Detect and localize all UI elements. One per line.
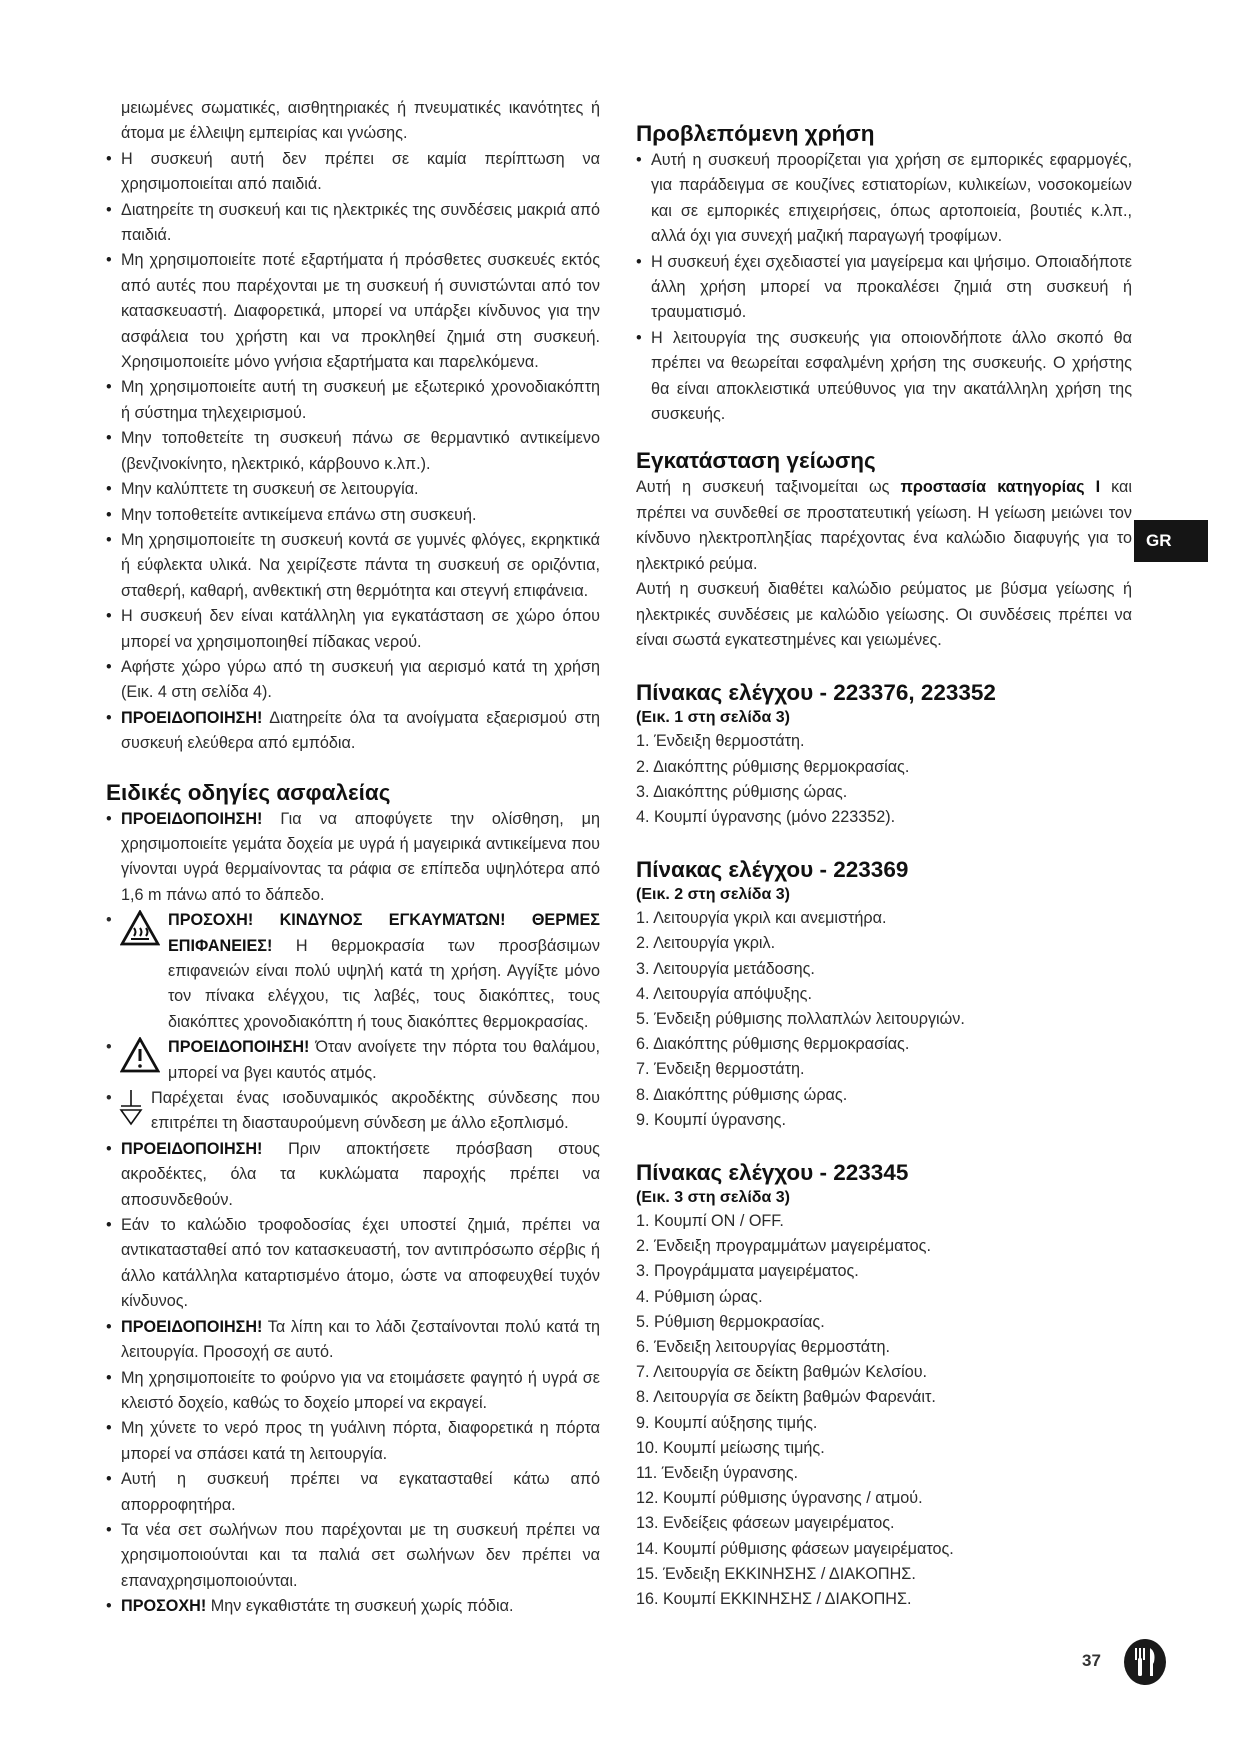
list-item: 7. Ένδειξη θερμοστάτη. xyxy=(636,1060,805,1079)
hot-surface-warning-icon xyxy=(120,910,160,954)
list-item: 3. Προγράμματα μαγειρέματος. xyxy=(636,1262,859,1281)
list-item: 4. Ρύθμιση ώρας. xyxy=(636,1287,763,1306)
language-tab: GR xyxy=(1134,520,1208,562)
list-item: 1. Ένδειξη θερμοστάτη. xyxy=(636,732,805,751)
list-item: 15. Ένδειξη ΕΚΚΙΝΗΣΗΣ / ΔΙΑΚΟΠΗΣ. xyxy=(636,1564,916,1583)
list-item: 3. Διακόπτης ρύθμισης ώρας. xyxy=(636,782,848,801)
list-item: 12. Κουμπί ρύθμισης ύγρανσης / ατμού. xyxy=(636,1489,923,1508)
intro-item: • Η συσκευή αυτή δεν πρέπει σε καμία περίπτωση να χρησιμοποιείται από παιδιά. xyxy=(106,147,600,198)
list-item: 7. Λειτουργία σε δείκτη βαθμών Κελσίου. xyxy=(636,1363,928,1382)
intro-item: • Μην καλύπτετε τη συσκευή σε λειτουργία. xyxy=(106,477,600,502)
special-safety-heading: Ειδικές οδηγίες ασφαλείας xyxy=(106,779,391,805)
list-item: 6. Διακόπτης ρύθμισης θερμοκρασίας. xyxy=(636,1035,910,1054)
list-item: 13. Ενδείξεις φάσεων μαγειρέματος. xyxy=(636,1514,895,1533)
list-item: 1. Λειτουργία γκριλ και ανεμιστήρα. xyxy=(636,909,887,928)
intro-item: • Μην τοποθετείτε αντικείμενα επάνω στη συσκευή. xyxy=(106,503,600,528)
list-item: 9. Κουμπί αύξησης τιμής. xyxy=(636,1413,818,1432)
page-number: 37 xyxy=(1082,1651,1101,1670)
warning-triangle-icon xyxy=(120,1037,160,1081)
list-item: 16. Κουμπί ΕΚΚΙΝΗΣΗΣ / ΔΙΑΚΟΠΗΣ. xyxy=(636,1590,912,1608)
intended-use-heading: Προβλεπόμενη χρήση xyxy=(636,121,875,146)
intro-item: μειωμένες σωματικές, αισθητηριακές ή πνευματικές ικανότητες ή άτομα με έλλειψη εμπειρίας και γνώσης. xyxy=(121,99,600,143)
panel3-heading: Πίνακας ελέγχου - 223345 xyxy=(636,1159,909,1185)
fork-knife-logo-icon xyxy=(1123,1638,1167,1686)
list-item: 5. Ένδειξη ρύθμισης πολλαπλών λειτουργιών. xyxy=(636,1009,965,1028)
intro-item: • Μη χρησιμοποιείτε τη συσκευή κοντά σε γυμνές φλόγες, εκρηκτικά ή εύφλεκτα υλικά. Να χειρίζεστε πάντα τη συσκευή σε οριζόντια, σταθερή, καθαρή, ανθεκτική στη θερμότητα και στεγνή επιφάνεια. xyxy=(106,528,600,604)
left-column xyxy=(106,96,600,1620)
grounding-paragraph-1: Αυτή η συσκευή ταξινομείται ως προστασία κατηγορίας I και πρέπει να συνδεθεί σε προστατευτική γείωση. Η γείωση μειώνει τον κίνδυνο ηλεκτροπληξίας παρέχοντας ένα καλώδιο διαφυγής για το ηλεκτρικό ρεύμα. xyxy=(636,478,1132,573)
intro-item: • Μη χρησιμοποιείτε αυτή τη συσκευή με εξωτερικό χρονοδιακόπτη ή σύστημα τηλεχειρισμού. xyxy=(106,375,600,426)
special-item-12: • ΠΡΟΣΟΧΗ! Μην εγκαθιστάτε τη συσκευή χωρίς πόδια. xyxy=(106,1594,600,1619)
special-item-9: • Μη χύνετε το νερό προς τη γυάλινη πόρτα, διαφορετικά η πόρτα μπορεί να σπάσει κατά τη λειτουργία. xyxy=(106,1416,600,1467)
panel3-figure-ref: (Εικ. 3 στη σελίδα 3) xyxy=(636,1188,790,1206)
list-item: 5. Ρύθμιση θερμοκρασίας. xyxy=(636,1312,825,1331)
panel1-list xyxy=(636,729,1132,830)
panel2-list xyxy=(636,906,1132,1133)
special-item-10: • Αυτή η συσκευή πρέπει να εγκατασταθεί κάτω από απορροφητήρα. xyxy=(106,1467,600,1518)
special-item-2: • ΠΡΟΣΟΧΗ! ΚΙΝΔΥΝΟΣ ΕΓΚΑΥΜΆΤΩΝ! ΘΕΡΜΕΣ ΕΠΙΦΑΝΕΙΕΣ! Η θερμοκρασία των προσβάσιμων επιφανειών είναι πολύ υψηλή κατά τη χρήση. Αγγίξτε μόνο τον πίνακα ελέγχου, τις λαβές, τους διακόπτες, τους διακόπτες χρονοδιακόπτη ή τους διακόπτες θερμοκρασίας. xyxy=(106,908,600,1035)
list-item: 4. Κουμπί ύγρανσης (μόνο 223352). xyxy=(636,807,896,826)
list-item: 3. Λειτουργία μετάδοσης. xyxy=(636,959,815,978)
list-item: 2. Ένδειξη προγραμμάτων μαγειρέματος. xyxy=(636,1237,931,1256)
panel3-list xyxy=(636,1209,1132,1612)
list-item: 10. Κουμπί μείωσης τιμής. xyxy=(636,1438,825,1457)
panel1-figure-ref: (Εικ. 1 στη σελίδα 3) xyxy=(636,709,790,727)
special-item-11: • Τα νέα σετ σωλήνων που παρέχονται με τη συσκευή πρέπει να χρησιμοποιούνται και τα παλιά σετ σωλήνων δεν πρέπει να επαναχρησιμοποιούνται. xyxy=(106,1518,600,1594)
panel2-heading: Πίνακας ελέγχου - 223369 xyxy=(636,857,909,883)
intro-item: • Μην τοποθετείτε τη συσκευή πάνω σε θερμαντικό αντικείμενο (βενζινοκίνητο, ηλεκτρικό, κάρβουνο κ.λπ.). xyxy=(106,426,600,477)
intended-use-list xyxy=(636,148,1132,427)
intended-use-item: • Η λειτουργία της συσκευής για οποιονδήποτε άλλο σκοπό θα πρέπει να θεωρείται εσφαλμένη χρήση της συσκευής. Ο χρήστης θα είναι αποκλειστικά υπεύθυνος για την ακατάλληλη χρήση της συσκευής. xyxy=(636,326,1132,428)
list-item: 8. Διακόπτης ρύθμισης ώρας. xyxy=(636,1085,848,1104)
special-item-7: • ΠΡΟΕΙΔΟΠΟΙΗΣΗ! Τα λίπη και το λάδι ζεσταίνονται πολύ κατά τη λειτουργία. Προσοχή σε αυτό. xyxy=(106,1315,600,1366)
panel1-heading: Πίνακας ελέγχου - 223376, 223352 xyxy=(636,680,996,706)
special-item-5: • ΠΡΟΕΙΔΟΠΟΙΗΣΗ! Πριν αποκτήσετε πρόσβαση στους ακροδέκτες, όλα τα κυκλώματα παροχής πρέπει να αποσυνδεθούν. xyxy=(106,1137,600,1213)
vent-warning: • ΠΡΟΕΙΔΟΠΟΙΗΣΗ! Διατηρείτε όλα τα ανοίγματα εξαερισμού στη συσκευή ελεύθερα από εμπόδια. xyxy=(106,706,600,757)
equipotential-terminal-icon xyxy=(118,1088,144,1134)
special-item-6: • Εάν το καλώδιο τροφοδοσίας έχει υποστεί ζημιά, πρέπει να αντικατασταθεί από τον κατασκευαστή, τον αντιπρόσωπο σέρβις ή άλλο κατάλληλα καταρτισμένο άτομο, ώστε να αποφευχθεί τυχόν κίνδυνος. xyxy=(106,1213,600,1315)
grounding-paragraph-2: Αυτή η συσκευή διαθέτει καλώδιο ρεύματος με βύσμα γείωσης ή ηλεκτρικές συνδέσεις με καλώδιο γείωσης. Οι συνδέσεις πρέπει να είναι σωστά εγκατεστημένες και γειωμένες. xyxy=(636,580,1132,649)
intro-item: • Μη χρησιμοποιείτε ποτέ εξαρτήματα ή πρόσθετες συσκευές εκτός από αυτές που παρέχονται με τη συσκευή ή συνιστώνται από τον κατασκευαστή. Διαφορετικά, μπορεί να υπάρξει κίνδυνος για την ασφάλεια του χρήστη και να προκληθεί ζημιά στη συσκευή. Χρησιμοποιείτε μόνο γνήσια εξαρτήματα και παρελκόμενα. xyxy=(106,248,600,375)
list-item: 11. Ένδειξη ύγρανσης. xyxy=(636,1463,799,1482)
intro-safety-list xyxy=(106,96,600,706)
grounding-heading: Εγκατάσταση γείωσης xyxy=(636,448,876,474)
intro-item: • Αφήστε χώρο γύρω από τη συσκευή για αερισμό κατά τη χρήση (Εικ. 4 στη σελίδα 4). xyxy=(106,655,600,706)
list-item: 1. Κουμπί ON / OFF. xyxy=(636,1211,784,1230)
list-item: 9. Κουμπί ύγρανσης. xyxy=(636,1110,786,1129)
intended-use-item: • Η συσκευή έχει σχεδιαστεί για μαγείρεμα και ψήσιμο. Οποιαδήποτε άλλη χρήση μπορεί να προκαλέσει ζημιά στη συσκευή ή τραυματισμό. xyxy=(636,250,1132,326)
list-item: 8. Λειτουργία σε δείκτη βαθμών Φαρενάιτ. xyxy=(636,1388,936,1407)
list-item: 4. Λειτουργία απόψυξης. xyxy=(636,984,812,1003)
intended-use-item: • Αυτή η συσκευή προορίζεται για χρήση σε εμπορικές εφαρμογές, για παράδειγμα σε κουζίνες εστιατορίων, κυλικείων, νοσοκομείων και σε εμπορικές επιχειρήσεις, όπως αρτοποιεία, βουτιές κ.λπ., αλλά όχι για συνεχή μαζική παραγωγή τροφίμων. xyxy=(636,148,1132,250)
special-item-1: • ΠΡΟΕΙΔΟΠΟΙΗΣΗ! Για να αποφύγετε την ολίσθηση, μη χρησιμοποιείτε γεμάτα δοχεία με υγρά ή μαγειρικά αντικείμενα που γίνονται υγρά θερμαίνοντας τα ράφια σε επίπεδα υψηλότερα από 1,6 m πάνω από το δάπεδο. xyxy=(106,807,600,909)
intro-item: • Διατηρείτε τη συσκευή και τις ηλεκτρικές της συνδέσεις μακριά από παιδιά. xyxy=(106,198,600,249)
list-item: 14. Κουμπί ρύθμισης φάσεων μαγειρέματος. xyxy=(636,1539,954,1558)
right-column xyxy=(636,120,1132,1612)
special-item-8: • Μη χρησιμοποιείτε το φούρνο για να ετοιμάσετε φαγητό ή υγρά σε κλειστό δοχείο, καθώς το δοχείο μπορεί να εκραγεί. xyxy=(106,1366,600,1417)
special-item-3: • ΠΡΟΕΙΔΟΠΟΙΗΣΗ! Όταν ανοίγετε την πόρτα του θαλάμου, μπορεί να βγει καυτός ατμός. xyxy=(106,1035,600,1086)
panel2-figure-ref: (Εικ. 2 στη σελίδα 3) xyxy=(636,886,790,904)
list-item: 6. Ένδειξη λειτουργίας θερμοστάτη. xyxy=(636,1337,891,1356)
list-item: 2. Λειτουργία γκριλ. xyxy=(636,934,776,953)
special-item-4: • Παρέχεται ένας ισοδυναμικός ακροδέκτης σύνδεσης που επιτρέπει τη διασταυρούμενη σύνδεση με άλλο εξοπλισμό. xyxy=(106,1086,600,1137)
list-item: 2. Διακόπτης ρύθμισης θερμοκρασίας. xyxy=(636,757,910,776)
intro-item: • Η συσκευή δεν είναι κατάλληλη για εγκατάσταση σε χώρο όπου μπορεί να χρησιμοποιηθεί πίδακας νερού. xyxy=(106,604,600,655)
